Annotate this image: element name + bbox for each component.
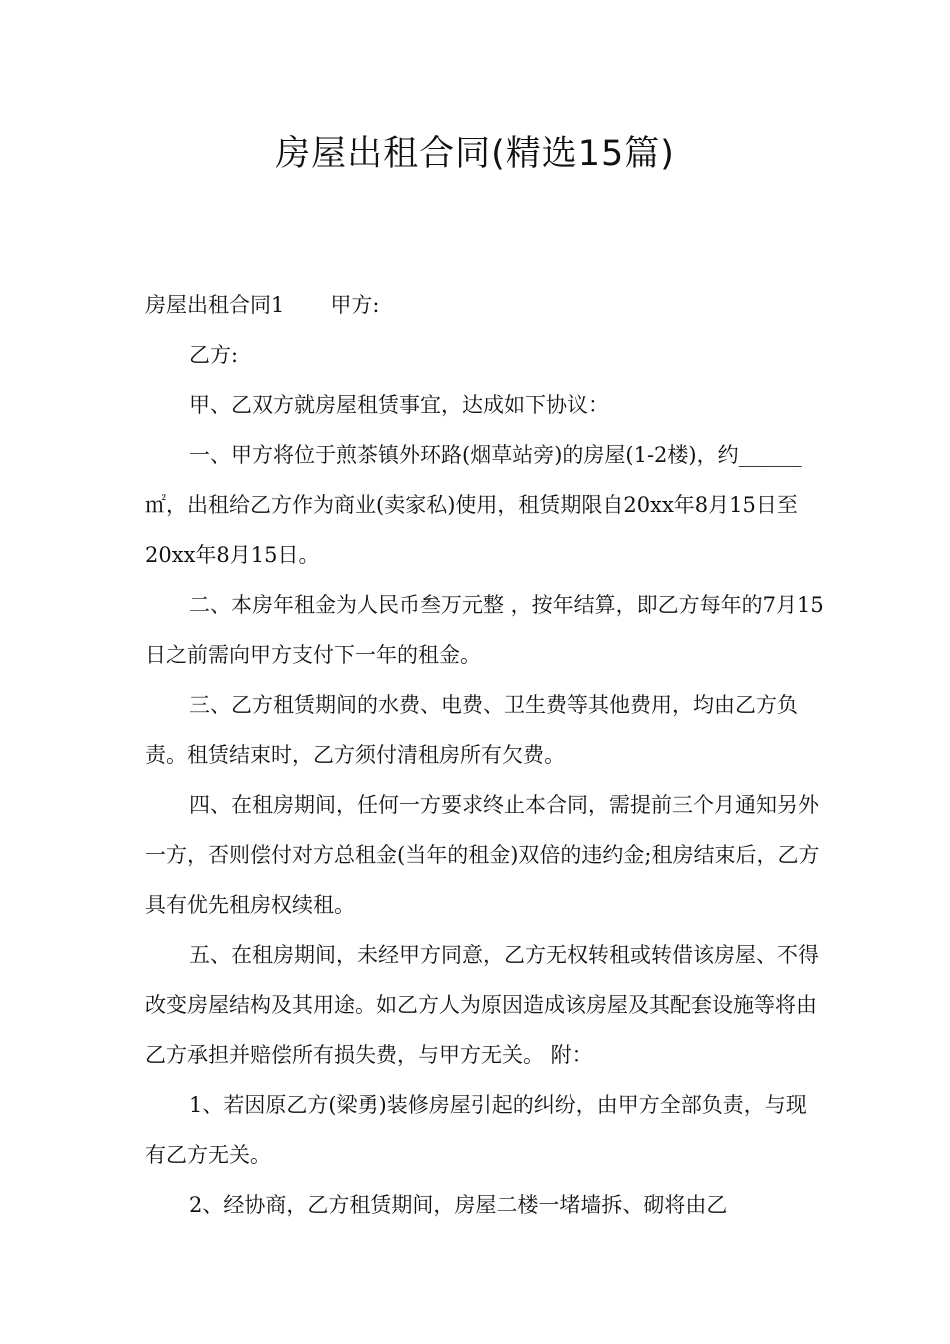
clause-3: 三、乙方租赁期间的水费、电费、卫生费等其他费用，均由乙方负责。租赁结束时，乙方须付清租房所有欠费。 [145,693,798,767]
clause-5: 五、在租房期间，未经甲方同意，乙方无权转租或转借该房屋、不得改变房屋结构及其用途。如乙方人为原因造成该房屋及其配套设施等将由乙方承担并赔偿所有损失费，与甲方无关。 附： [145,943,819,1067]
party-a-label: 甲方: [330,293,380,317]
document-title: 房屋出租合同(精选15篇) [275,134,675,174]
contract-heading-line [145,280,825,330]
clause-1: 一、甲方将位于煎茶镇外环路(烟草站旁)的房屋(1-2楼)，约______㎡，出租给乙方作为商业(卖家私)使用，租赁期限自20xx年8月15日至20xx年8月15日。 [145,443,802,567]
clause-4: 四、在租房期间，任何一方要求终止本合同，需提前三个月通知另外一方，否则偿付对方总租金(当年的租金)双倍的违约金;租房结束后，乙方具有优先租房权续租。 [145,793,820,917]
appendix-item-1: 1、若因原乙方(梁勇)装修房屋引起的纠纷，由甲方全部负责，与现有乙方无关。 [145,1093,807,1167]
party-b-label: 乙方: [189,343,239,367]
clause-2: 二、本房年租金为人民币叁万元整 ，按年结算，即乙方每年的7月15日之前需向甲方支付下一年的租金。 [145,593,824,667]
document-body [145,280,825,1230]
appendix-item-2: 2、经协商，乙方租赁期间，房屋二楼一堵墙拆、砌将由乙 [189,1193,728,1217]
contract-heading: 房屋出租合同1 [145,293,285,317]
intro-paragraph: 甲、乙双方就房屋租赁事宜，达成如下协议： [189,393,609,417]
